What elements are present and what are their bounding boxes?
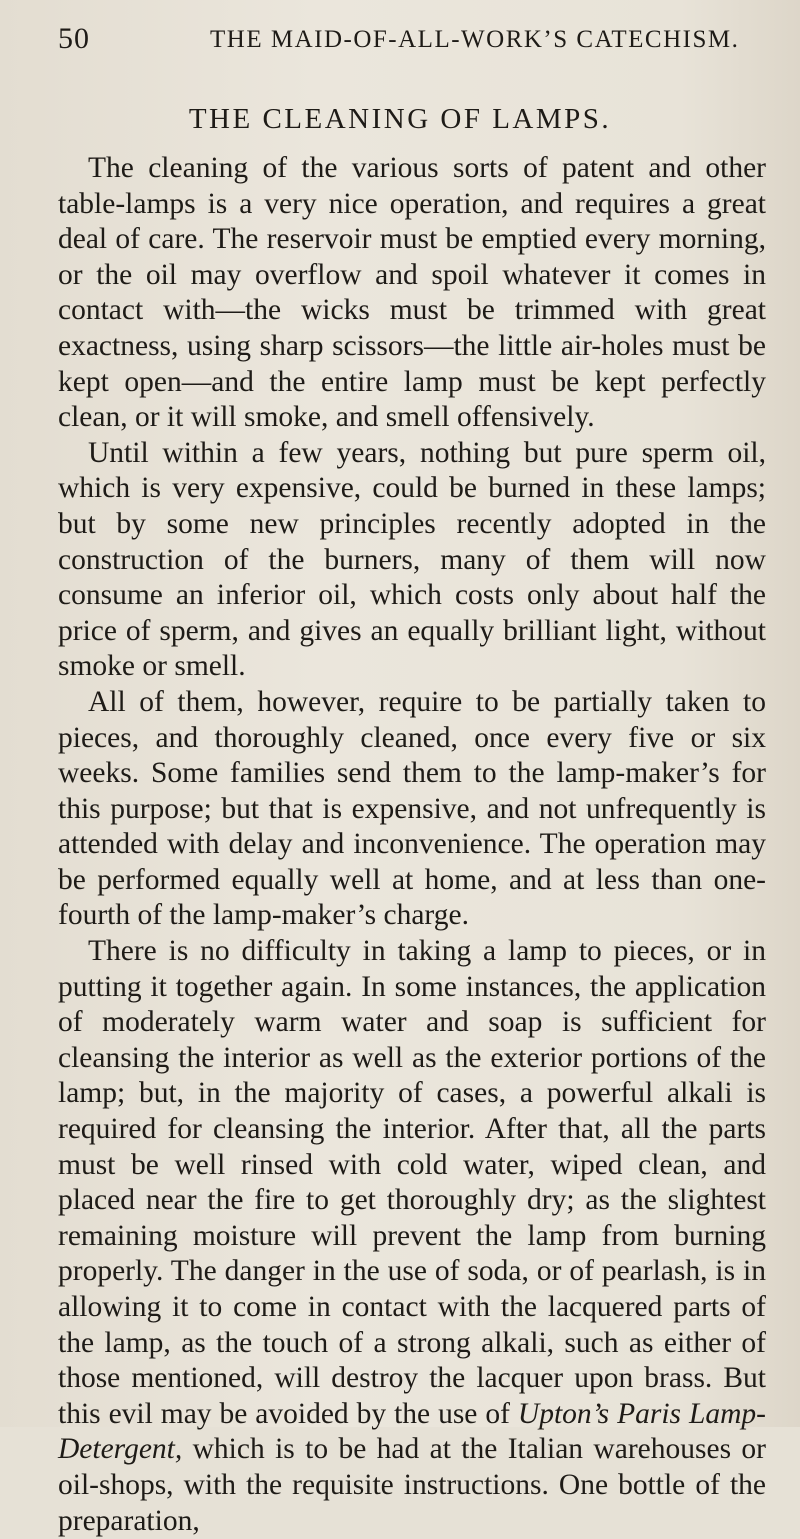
product-name-emphasis: Upton’s Paris Lamp-Detergent, <box>58 1397 767 1466</box>
paragraph-1: The cleaning of the various sorts of patent and other table-lamps is a very nice operation, and requires a great deal of care. The reservoir must be emptied every morning, or the oil may overflow and spoil whatever it comes in contact with—the wicks must be trimmed with great exactness, using sharp scissors—the little air-holes must be kept open—and the entire lamp must be kept perfectly clean, or it will smoke, and smell offensively. <box>58 152 766 434</box>
page-number: 50 <box>58 22 90 55</box>
running-header <box>50 22 750 62</box>
paragraph-4-text-before: There is no difficulty in taking a lamp to pieces, or in putting it together again. In some instances, the application of moderately warm water and soap is sufficient for cleansing the interior as well as the exterior portions of the lamp; but, in the majority of cases, a powerful alkali is required for cleansing the interior. After that, all the parts must be well rinsed with cold water, wiped clean, and placed near the fire to get thoroughly dry; as the slightest remaining moisture will prevent the lamp from burning properly. The danger in the use of soda, or of pearlash, is in allowing it to come in contact with the lacquered parts of the lamp, as the touch of a strong alkali, such as either of those mentioned, will destroy the lacquer upon brass. But this evil may be avoided by the use of <box>58 935 766 1430</box>
body-text <box>58 151 766 1539</box>
paragraph-3: All of them, however, require to be partially taken to pieces, and thoroughly cleaned, once every five or six weeks. Some families send them to the lamp-maker’s for this purpose; but that is expensive, and not unfrequently is attended with delay and inconvenience. The operation may be performed equally well at home, and at less than one-fourth of the lamp-maker’s charge. <box>58 685 766 932</box>
section-title: THE CLEANING OF LAMPS. <box>188 103 612 135</box>
paragraph-4 <box>58 934 766 1539</box>
running-title: THE MAID-OF-ALL-WORK’S CATECHISM. <box>210 26 740 53</box>
paragraph-2: Until within a few years, nothing but pure sperm oil, which is very expensive, could be burned in these lamps; but by some new principles recently adopted in the construction of the burners, many of them will now consume an inferior oil, which costs only about half the price of sperm, and gives an equally brilliant light, without smoke or smell. <box>58 436 766 683</box>
paragraph-4-text-after: which is to be had at the Italian warehouses or oil-shops, with the requisite instructions. One bottle of the preparation, <box>58 1433 766 1537</box>
